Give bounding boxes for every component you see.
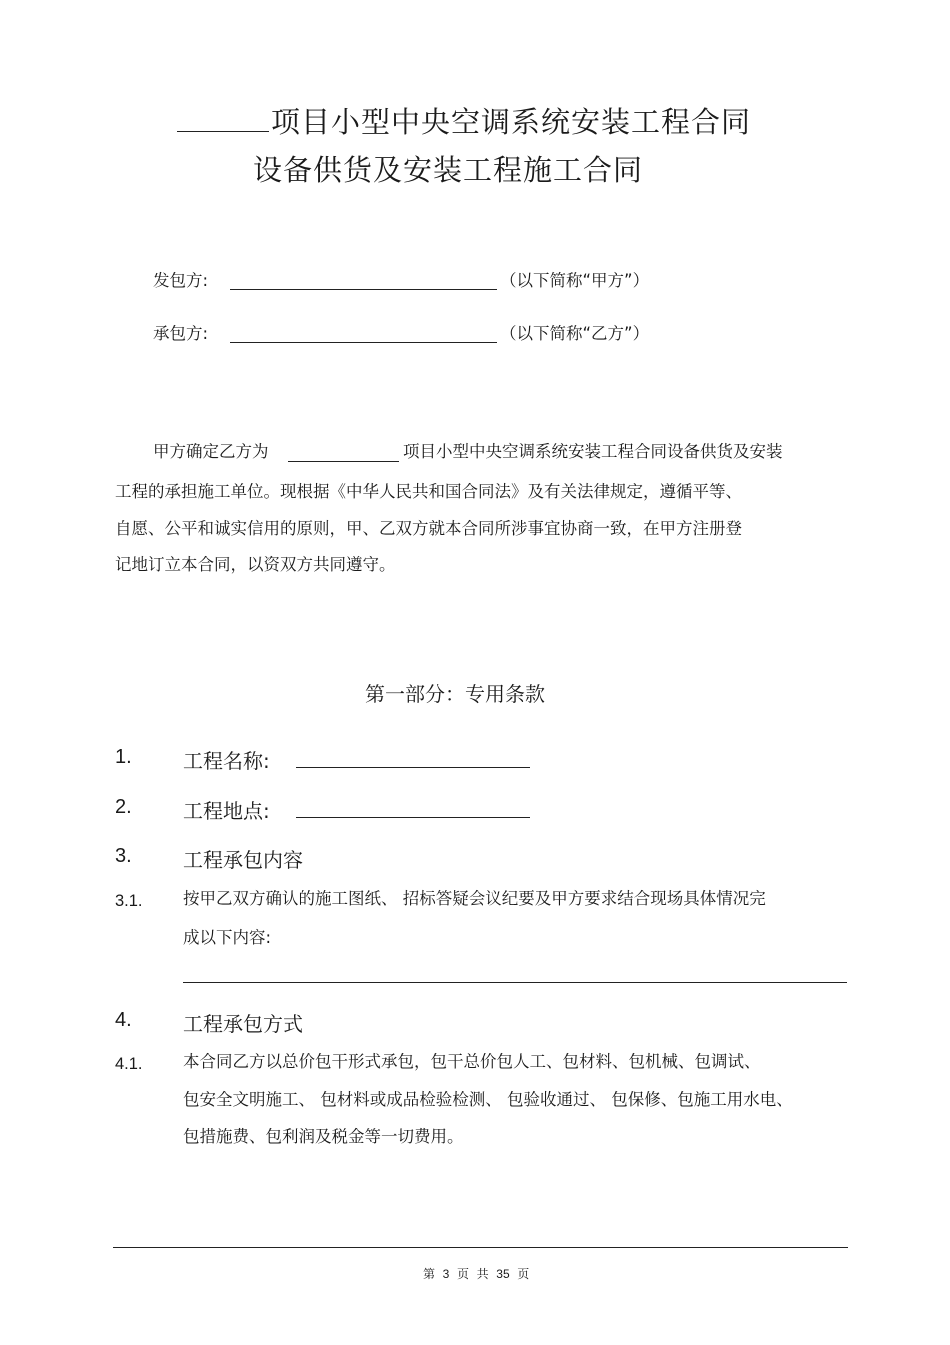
title-line-2: 设备供货及安装工程施工合同 [253, 153, 644, 187]
clause-4-1-line-3: 包措施费、包利润及税金等一切费用。 [183, 1127, 464, 1146]
clause-1-number: 1. [115, 746, 132, 768]
title-line-1 [177, 100, 751, 141]
preamble-blank [288, 461, 399, 462]
contractor-label: 承包方: [153, 324, 209, 343]
page-di: 第 [423, 1267, 436, 1281]
clause-3-label: 工程承包内容 [183, 848, 303, 872]
employer-label: 发包方: [153, 271, 209, 290]
clause-4-label: 工程承包方式 [183, 1012, 303, 1036]
contractor-note: （以下简称“乙方”） [500, 324, 650, 343]
preamble-line-1b: 项目小型中央空调系统安装工程合同设备供货及安装 [403, 442, 783, 461]
employer-note: （以下简称“甲方”） [500, 271, 650, 290]
page-gong: 共 [476, 1267, 489, 1281]
page-number [423, 1265, 529, 1282]
page-ye: 页 [456, 1267, 469, 1281]
project-location-blank [296, 817, 530, 818]
clause-4-1-line-1: 本合同乙方以总价包干形式承包，包干总价包人工、包材料、包机械、包调试、 [183, 1052, 761, 1071]
page-current: 3 [442, 1267, 450, 1281]
preamble-line-4: 记地订立本合同，以资双方共同遵守。 [115, 555, 396, 574]
preamble-line-2: 工程的承担施工单位。现根据《中华人民共和国合同法》及有关法律规定，遵循平等、 [115, 482, 742, 501]
section-heading: 第一部分：专用条款 [365, 682, 545, 706]
clause-3-1-number: 3.1. [115, 892, 143, 910]
clause-1-label: 工程名称: [183, 749, 270, 773]
scope-content-blank [183, 982, 847, 983]
footer-rule [113, 1247, 848, 1248]
employer-blank [230, 289, 497, 290]
preamble-line-3: 自愿、公平和诚实信用的原则，甲、乙双方就本合同所涉事宜协商一致，在甲方注册登 [115, 519, 742, 538]
clause-4-number: 4. [115, 1009, 132, 1031]
clause-4-1-number: 4.1. [115, 1055, 143, 1073]
page-ye2: 页 [517, 1267, 530, 1281]
clause-2-label: 工程地点: [183, 799, 270, 823]
clause-3-1-line-2: 成以下内容: [183, 928, 272, 947]
title-line-1-text: 项目小型中央空调系统安装工程合同 [271, 105, 752, 139]
title-blank [177, 103, 269, 132]
page-total: 35 [496, 1267, 510, 1281]
clause-3-1-line-1: 按甲乙双方确认的施工图纸、 招标答疑会议纪要及甲方要求结合现场具体情况完 [183, 889, 766, 908]
clause-4-1-line-2: 包安全文明施工、 包材料或成品检验检测、 包验收通过、 包保修、包施工用水电、 [183, 1090, 793, 1109]
project-name-blank [296, 767, 530, 768]
clause-3-number: 3. [115, 845, 132, 867]
contractor-blank [230, 342, 497, 343]
preamble-line-1a: 甲方确定乙方为 [153, 442, 269, 461]
clause-2-number: 2. [115, 796, 132, 818]
